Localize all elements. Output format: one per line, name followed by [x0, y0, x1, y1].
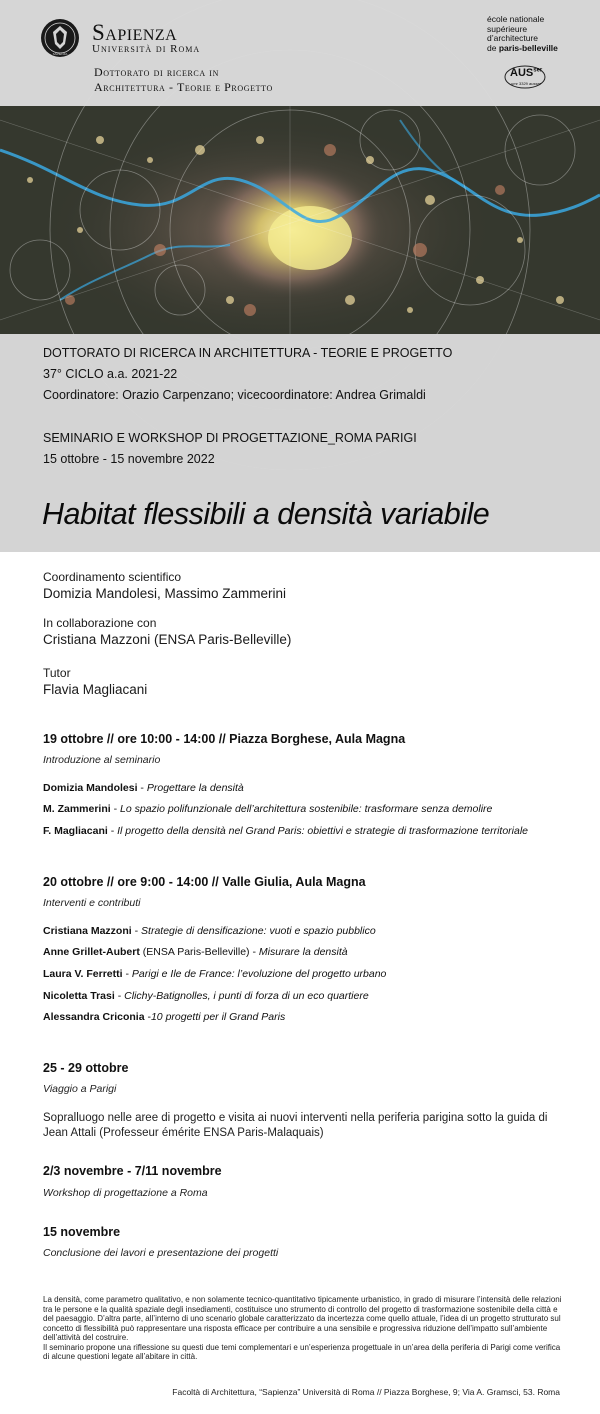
- trip-description: Sopralluogo nelle aree di progetto e visita ai nuovi interventi nella periferia parigina sotto la guida di Jean Attali (Professeur émérite ENSA Paris-Malaquais): [43, 1112, 548, 1139]
- tutor-label: Tutor: [43, 666, 71, 680]
- ausser-logo: $AUS^{ser}$: [510, 67, 543, 79]
- collaboration-label: In collaborazione con: [43, 616, 157, 630]
- talk-item: M. Zammerini - Lo spazio polifunzionale dell’architettura sostenibile: trasformare senza demolire: [43, 803, 493, 815]
- day2-heading: 20 ottobre // ore 9:00 - 14:00 // Valle Giulia, Aula Magna: [43, 875, 366, 889]
- tutor-name: Flavia Magliacani: [43, 682, 148, 697]
- workshop-subtitle: Workshop di progettazione a Roma: [43, 1187, 208, 1199]
- sapienza-seal-logo: [40, 17, 80, 61]
- ausser-logo-subtext: umr 3329 ausser: [511, 81, 542, 86]
- workshop-heading: 2/3 novembre - 7/11 novembre: [43, 1164, 222, 1178]
- course-cycle: 37° CICLO a.a. 2021-22: [43, 367, 178, 381]
- day2-subtitle: Interventi e contributi: [43, 897, 141, 909]
- day1-heading: 19 ottobre // ore 10:00 - 14:00 // Piazza Borghese, Aula Magna: [43, 732, 406, 746]
- coordination-names: Domizia Mandolesi, Massimo Zammerini: [43, 586, 287, 601]
- course-seminar: SEMINARIO E WORKSHOP DI PROGETTAZIONE_ROMA PARIGI: [43, 431, 417, 445]
- page-title: Habitat flessibili a densità variabile: [42, 497, 490, 531]
- footer-address: Facoltà di Architettura, “Sapienza” Università di Roma // Piazza Borghese, 9; Via A. Gramsci, 53. Roma: [172, 1387, 560, 1397]
- talk-item: Anne Grillet-Aubert (ENSA Paris-Belleville) - Misurare la densità: [43, 946, 348, 958]
- talk-item: Cristiana Mazzoni - Strategie di densificazione: vuoti e spazio pubblico: [43, 925, 376, 937]
- day1-subtitle: Introduzione al seminario: [43, 754, 161, 766]
- hero-banner: [0, 0, 600, 552]
- talk-item: F. Magliacani - Il progetto della densità nel Grand Paris: obiettivi e strategie di trasformazione territoriale: [43, 825, 528, 837]
- university-subtitle: Università di Roma: [92, 43, 201, 55]
- svg-text:SAPIENZA: SAPIENZA: [52, 52, 68, 56]
- abstract-text: La densità, come parametro qualitativo, e non solamente tecnico-quantitativo tipicamente urbanistico, in grado di misurare l’intensità delle relazioni tra le persone e la qualità spaziale degli insediamenti, costituisce uno strumento di controllo del progetto di trasformazione sostenibile della città e del paesaggio. D’altra parte, all’interno di uno scenario globale caratterizzato da incertezza come quello attuale, l’idea di un progetto strutturato sul concetto di flessibilità può rappresentare una risposta efficace per contribuire a una sensibile e progressiva riduzione dell’impatto sull’ambiente dell’attività del costruire. Il seminario propone una riflessione su questi due temi complementari e un’esperienza progettuale in un’area della periferia di Parigi come verifica di alcune questioni legate all’abitare in città.: [43, 1295, 562, 1361]
- talk-item: Alessandra Criconia -10 progetti per il Grand Paris: [43, 1011, 286, 1023]
- collaboration-names: Cristiana Mazzoni (ENSA Paris-Belleville): [43, 632, 292, 647]
- coordination-label: Coordinamento scientifico: [43, 570, 182, 584]
- ensa-paris-belleville-logo: école nationale supérieure d’architecture de paris-belleville: [487, 14, 558, 53]
- doctorate-line-2: Architettura - Teorie e Progetto: [94, 80, 273, 94]
- university-name: Sapienza: [92, 20, 178, 45]
- course-dates: 15 ottobre - 15 novembre 2022: [43, 452, 215, 466]
- trip-subtitle: Viaggio a Parigi: [43, 1083, 117, 1095]
- course-doctorate: DOTTORATO DI RICERCA IN ARCHITETTURA - TEORIE E PROGETTO: [43, 346, 453, 360]
- course-coordinators: Coordinatore: Orazio Carpenzano; vicecoordinatore: Andrea Grimaldi: [43, 388, 426, 402]
- closing-subtitle: Conclusione dei lavori e presentazione dei progetti: [43, 1247, 279, 1259]
- doctorate-line-1: Dottorato di ricerca in: [94, 65, 219, 79]
- talk-item: Laura V. Ferretti - Parigi e Ile de France: l’evoluzione del progetto urbano: [43, 968, 387, 980]
- talk-item: Nicoletta Trasi - Clichy-Batignolles, i punti di forza di un eco quartiere: [43, 990, 369, 1002]
- trip-heading: 25 - 29 ottobre: [43, 1061, 129, 1075]
- talk-item: Domizia Mandolesi - Progettare la densità: [43, 782, 244, 794]
- closing-heading: 15 novembre: [43, 1225, 121, 1239]
